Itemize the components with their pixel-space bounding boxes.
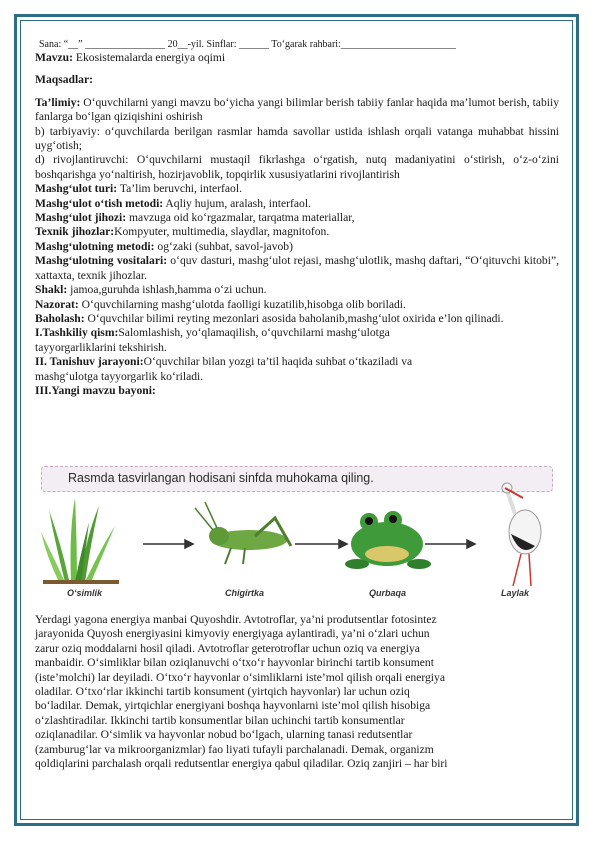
- introduction-part: II. Tanishuv jarayoni:O‘quvchilar bilan yozgi ta’til haqida suhbat o‘tkaziladi va: [35, 355, 413, 369]
- body-line: Yerdagi yagona energiya manbai Quyoshdir. Avtotroflar, ya’ni produtsentlar fotosintez: [35, 613, 437, 626]
- introduction-part-2: mashg‘ulotga tayyorgarlik ko‘riladi.: [35, 369, 204, 383]
- body-line: bo‘ladilar. Demak, yirtqichlar energiyani boshqa hayvonlarni iste’mol qilish hisobiga: [35, 699, 431, 713]
- form-line: Shakl: jamoa,guruhda ishlash,hamma o‘zi uchun.: [35, 283, 267, 297]
- caption-stork: Laylak: [501, 588, 530, 598]
- stork-icon: [502, 483, 541, 586]
- topic-label: Mavzu:: [35, 51, 73, 64]
- body-line: oziqlanadilar. O‘simlik va hayvonlar nobud bo‘lgach, ularning tanasi redutsentlar: [35, 728, 413, 742]
- figure-banner: Rasmda tasvirlangan hodisani sinfda muhokama qiling.: [41, 466, 553, 492]
- caption-grasshopper: Chigirtka: [225, 588, 265, 598]
- lesson-method-2: Mashg‘ulotning metodi: og‘zaki (suhbat, savol-javob): [35, 239, 293, 253]
- header-line: Sana: “__” ________________ 20__-yil. Sinflar: ______ To‘garak rahbari:_______________________: [39, 39, 456, 50]
- body-line: (iste’molchi) lar deyiladi. O‘txo‘r hayvonlar o‘simliklarni iste’mol qilish orqali energiya: [35, 670, 445, 684]
- food-chain-figure: [35, 462, 559, 608]
- organizational-part-2: tayyorgarliklarini tekshirish.: [35, 340, 167, 354]
- organizational-part: I.Tashkiliy qism:Salomlashish, yo‘qlamaqilish, o‘quvchilarni mashg‘ulotga: [35, 326, 390, 340]
- body-line: (zamburug‘lar va mikroorganizmlar) fao liyati tufayli parchalanadi. Demak, organizm: [35, 742, 434, 756]
- body-line: jarayonida Quyosh energiyasini kimyoviy energiyaga aylantiradi, ya’ni o‘zlari uchun: [35, 627, 430, 641]
- lesson-type: Mashg‘ulot turi: Ta’lim beruvchi, interfaol.: [35, 182, 242, 196]
- educational-goal: Ta’limiy: O‘quvchilarni yangi mavzu bo‘yicha yangi bilimlar berish tabiiy fanlar haqida ma’lumot berish, tabiiy fanlarga bo‘lgan qiziqishini oshirish: [35, 95, 559, 124]
- new-topic-heading: III.Yangi mavzu bayoni:: [35, 383, 156, 397]
- grasshopper-icon: [195, 502, 291, 564]
- technical-equipment: Texnik jihozlar:Kompyuter, multimedia, slaydlar, magnitofon.: [35, 225, 330, 239]
- frog-icon: [345, 511, 431, 569]
- body-line: oladilar. O‘txo‘rlar ikkinchi tartib konsument (yirtqich hayvonlar) lar uchun oziq: [35, 685, 410, 699]
- goals-heading: Maqsadlar:: [35, 73, 93, 87]
- control-line: Nazorat: O‘quvchilarning mashg‘ulotda faolligi kuzatilib,hisobga olib boriladi.: [35, 297, 406, 311]
- topic-text: Ekosistemalarda energiya oqimi: [73, 51, 226, 64]
- food-chain-illustration: [35, 462, 559, 608]
- body-line: qoldiqlarini parchalash orqali redutsentlar energiya qabul qiladilar. Oziq zanjiri – har biri: [35, 757, 448, 771]
- lesson-equipment: Mashg‘ulot jihozi: mavzuga oid ko‘rgazmalar, tarqatma materiallar,: [35, 211, 355, 225]
- body-line: manbaidir. O‘simliklar bilan oziqlanuvchi o‘txo‘r hayvonlar birinchi tartib konsument: [35, 656, 434, 670]
- arrow-icon: [143, 540, 475, 548]
- body-line: o‘zlashtiradilar. Ikkinchi tartib konsumentlar bilan uchinchi tartib konsumentlar: [35, 713, 405, 727]
- caption-plant: O‘simlik: [67, 588, 103, 598]
- caption-frog: Qurbaqa: [369, 588, 407, 598]
- body-line: zarur oziq moddalarni hosil qiladi. Avtotroflar geterotroflar uchun oziq va energiya: [35, 641, 420, 655]
- lesson-plan-text: [35, 38, 559, 398]
- lesson-tools: Mashg‘ulotning vositalari: o‘quv dasturi, mashg‘ulot rejasi, mashg‘ulotlik, mashq daftari, “O‘qituvchi kitobi”, xattaxta, texnik jihozlar.: [35, 254, 559, 282]
- developing-goal: d) rivojlantiruvchi: O‘quvchilarni mustaqil fikrlashga o‘rgatish, nutq madaniyatini o‘stirish, o‘z-o‘zini boshqarishga yo‘naltirish, hozirjavoblik, topqirlik xususiyatlarini rivojlantirish: [35, 153, 559, 181]
- lesson-method: Mashg‘ulot o‘tish metodi: Aqliy hujum, aralash, interfaol.: [35, 196, 311, 210]
- assessment-line: Baholash: O‘quvchilar bilimi reyting mezonlari asosida baholanib,mashg‘ulot oxirida e’lon qilinadi.: [35, 311, 504, 325]
- body-paragraph: [35, 613, 559, 771]
- upbringing-goal: b) tarbiyaviy: o‘quvchilarda berilgan rasmlar hamda savollar ustida ishlash orqali vatanga muhabbat hissini uyg‘otish;: [35, 124, 559, 153]
- topic-line: [35, 51, 559, 65]
- grass-icon: [41, 498, 119, 584]
